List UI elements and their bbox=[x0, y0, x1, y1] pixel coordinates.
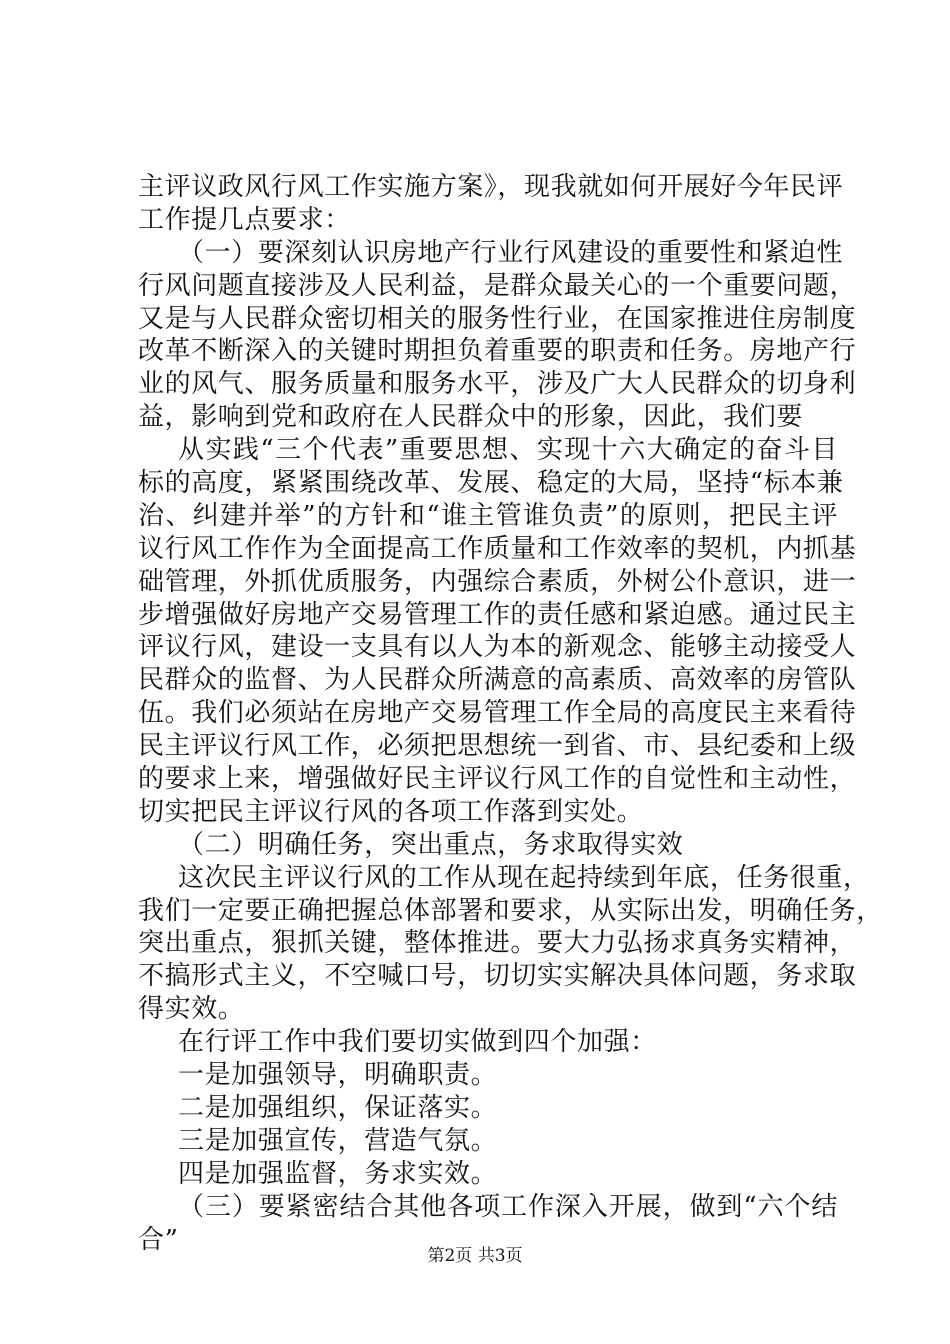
body-text bbox=[138, 171, 883, 1256]
text-line: （二）明确任务，突出重点，务求取得实效 bbox=[178, 829, 684, 860]
text-line: 四是加强监督，务求实效。 bbox=[178, 1158, 498, 1189]
page-footer: 第2页 共3页 bbox=[427, 1246, 523, 1266]
text-line: 突出重点，狠抓关键，整体推进。要大力弘扬求真务实精神， bbox=[138, 928, 857, 959]
text-line: 得实效。 bbox=[138, 994, 245, 1025]
text-line: 评议行风，建设一支具有以人为本的新观念、能够主动接受人 bbox=[138, 632, 857, 663]
text-line: 民群众的监督、为人民群众所满意的高素质、高效率的房管队 bbox=[138, 665, 857, 696]
text-line: 主评议政风行风工作实施方案》，现我就如何开展好今年民评 bbox=[138, 172, 844, 202]
text-line: 标的高度，紧紧围绕改革、发展、稳定的大局，坚持“标本兼 bbox=[138, 468, 844, 499]
text-line: 在行评工作中我们要切实做到四个加强： bbox=[178, 1027, 657, 1058]
text-line: 伍。我们必须站在房地产交易管理工作全局的高度民主来看待 bbox=[138, 698, 857, 729]
text-line: 从实践“三个代表”重要思想、实现十六大确定的奋斗目 bbox=[178, 435, 838, 466]
text-line: 行风问题直接涉及人民利益，是群众最关心的一个重要问题， bbox=[138, 270, 857, 301]
text-line: 一是加强领导，明确职责。 bbox=[178, 1060, 498, 1091]
text-line: 的要求上来，增强做好民主评议行风工作的自觉性和主动性， bbox=[138, 764, 857, 795]
text-line: （一）要深刻认识房地产行业行风建设的重要性和紧迫性 bbox=[178, 237, 844, 268]
text-line: （三）要紧密结合其他各项工作深入开展，做到“六个结 bbox=[178, 1191, 838, 1222]
text-line: 又是与人民群众密切相关的服务性行业，在国家推进住房制度 bbox=[138, 303, 857, 334]
text-line: 工作提几点要求： bbox=[138, 204, 351, 235]
text-line: 业的风气、服务质量和服务水平，涉及广大人民群众的切身利 bbox=[138, 369, 857, 400]
text-line: 我们一定要正确把握总体部署和要求，从实际出发，明确任务， bbox=[138, 895, 883, 926]
text-line: 民主评议行风工作，必须把思想统一到省、市、县纪委和上级 bbox=[138, 731, 857, 762]
text-line: 不搞形式主义，不空喊口号，切切实实解决具体问题，务求取 bbox=[138, 961, 857, 992]
text-line: 切实把民主评议行风的各项工作落到实处。 bbox=[138, 796, 644, 827]
text-line: 三是加强宣传，营造气氛。 bbox=[178, 1125, 498, 1156]
text-line: 益，影响到党和政府在人民群众中的形象，因此，我们要 bbox=[138, 402, 804, 433]
text-line: 议行风工作作为全面提高工作质量和工作效率的契机，内抓基 bbox=[138, 533, 857, 564]
text-line: 这次民主评议行风的工作从现在起持续到年底，任务很重， bbox=[178, 862, 870, 893]
text-line: 治、纠建并举”的方针和“谁主管谁负责”的原则，把民主评 bbox=[138, 500, 838, 531]
text-line: 二是加强组织，保证落实。 bbox=[178, 1092, 498, 1123]
text-line: 合” bbox=[138, 1224, 179, 1255]
text-line: 步增强做好房地产交易管理工作的责任感和紧迫感。通过民主 bbox=[138, 599, 857, 630]
text-line: 础管理，外抓优质服务，内强综合素质，外树公仆意识，进一 bbox=[138, 566, 857, 597]
text-line: 改革不断深入的关键时期担负着重要的职责和任务。房地产行 bbox=[138, 336, 857, 367]
